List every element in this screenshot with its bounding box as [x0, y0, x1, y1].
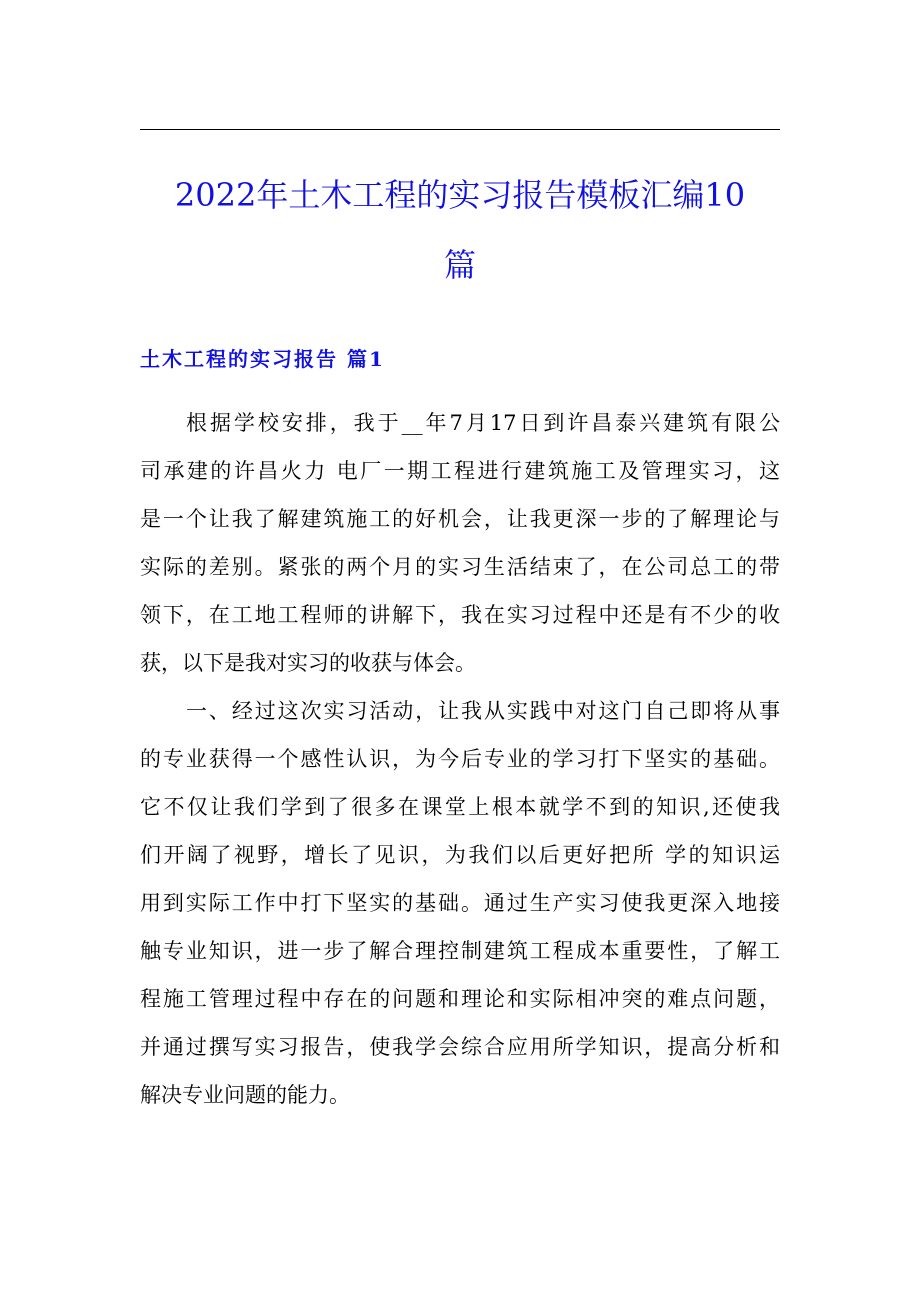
paragraph-line: 触专业知识，进一步了解合理控制建筑工程成本重要性，了解工 — [140, 939, 780, 963]
paragraph-line: 解决专业问题的能力。 — [140, 1083, 350, 1107]
paragraph-line: 一、经过这次实习活动，让我从实践中对这门自己即将从事 — [186, 699, 780, 723]
paragraph-line: 并通过撰写实习报告，使我学会综合应用所学知识，提高分析和 — [140, 1035, 780, 1059]
paragraph-line: 们开阔了视野，增长了见识，为我们以后更好把所 学的知识运 — [140, 843, 780, 867]
paragraph-2 — [140, 687, 780, 1119]
paragraph-line: 司承建的许昌火力 电厂一期工程进行建筑施工及管理实习，这 — [140, 459, 780, 483]
paragraph-line: 获，以下是我对实习的收获与体会。 — [140, 651, 476, 675]
paragraph-line: 领下，在工地工程师的讲解下，我在实习过程中还是有不少的收 — [140, 603, 780, 627]
paragraph-line: 实际的差别。紧张的两个月的实习生活结束了，在公司总工的带 — [140, 555, 780, 579]
paragraph-1 — [140, 399, 780, 687]
paragraph-line: 它不仅让我们学到了很多在课堂上根本就学不到的知识,还使我 — [140, 795, 780, 819]
title-line: 2022年土木工程的实习报告模板汇编10 — [174, 176, 746, 214]
paragraph-line: 根据学校安排，我于__年7月17日到许昌泰兴建筑有限公 — [186, 411, 780, 435]
document-title — [140, 160, 780, 300]
title-line: 篇 — [443, 246, 476, 284]
paragraph-line: 程施工管理过程中存在的问题和理论和实际相冲突的难点问题， — [140, 987, 780, 1011]
section-heading: 土木工程的实习报告 篇1 — [140, 347, 385, 371]
top-rule — [140, 129, 780, 130]
paragraph-line: 的专业获得一个感性认识，为今后专业的学习打下坚实的基础。 — [140, 747, 780, 771]
paragraph-line: 是一个让我了解建筑施工的好机会，让我更深一步的了解理论与 — [140, 507, 780, 531]
paragraph-line: 用到实际工作中打下坚实的基础。通过生产实习使我更深入地接 — [140, 891, 780, 915]
